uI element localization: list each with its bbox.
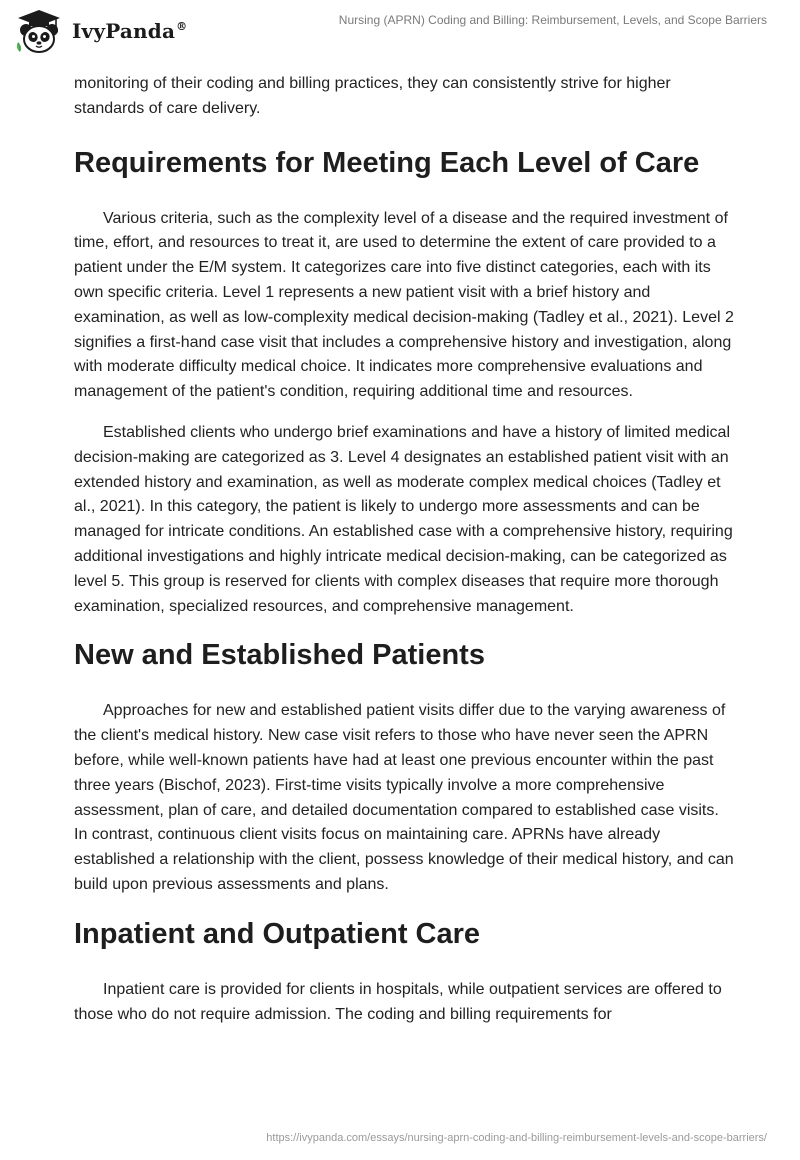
paragraph-continued: monitoring of their coding and billing practices, they can consistently strive for higher standards of care delivery. [74, 75, 671, 117]
paragraph: Approaches for new and established patient visits differ due to the varying awareness of the client's medical history. New case visit refers to those who have never seen the APRN before, while well-known patients have had at least one previous encounter within the past three years (Bischof, 2023). First-time visits typically involve a more comprehensive assessment, plan of care, and detailed documentation compared to established case visits. In contrast, continuous client visits focus on maintaining care. APRNs have already established a relationship with the client, possess knowledge of their medical history, and can build upon previous assessments and plans. [74, 702, 734, 893]
panda-graduate-icon [14, 8, 64, 54]
page-header [0, 0, 800, 64]
essay-body [74, 72, 734, 1027]
paragraph: Established clients who undergo brief examinations and have a history of limited medical decision-making are categorized as 3. Level 4 designates an established patient visit with an extended history and examination, as well as moderate complex medical choices (Tadley et al., 2021). In this category, the patient is likely to undergo more assessments and can be managed for intricate conditions. An established case with a comprehensive history, requiring additional investigations and highly intricate medical decision-making, can be categorized as level 5. This group is reserved for clients with complex diseases that require more thorough examination, specialized resources, and comprehensive management. [74, 423, 733, 615]
section-heading: New and Established Patients [74, 639, 485, 672]
paragraph: Various criteria, such as the complexity level of a disease and the required investment of time, effort, and resources to treat it, are used to determine the extent of care provided to a patient under the E/M system. It categorizes care into five distinct categories, each with its own specific criteria. Level 1 represents a new patient visit with a brief history and examination, as well as low-complexity medical decision-making (Tadley et al., 2021). Level 2 signifies a first-hand case visit that includes a comprehensive history and investigation, along with moderate difficulty medical choice. It indicates more comprehensive evaluations and management of the patient's condition, requiring additional time and resources. [74, 209, 734, 401]
source-url[interactable]: https://ivypanda.com/essays/nursing-aprn-coding-and-billing-reimbursement-levels-and-scope-barriers/ [266, 1132, 767, 1144]
paragraph: Inpatient care is provided for clients in hospitals, while outpatient services are offered to those who do not require admission. The coding and billing requirements for [74, 980, 722, 1023]
brand-name: IvyPanda® [72, 19, 188, 43]
document-title: Nursing (APRN) Coding and Billing: Reimbursement, Levels, and Scope Barriers [338, 13, 767, 27]
brand-logo[interactable] [14, 8, 187, 54]
section-heading: Inpatient and Outpatient Care [74, 917, 481, 950]
section-heading: Requirements for Meeting Each Level of Care [74, 146, 700, 179]
